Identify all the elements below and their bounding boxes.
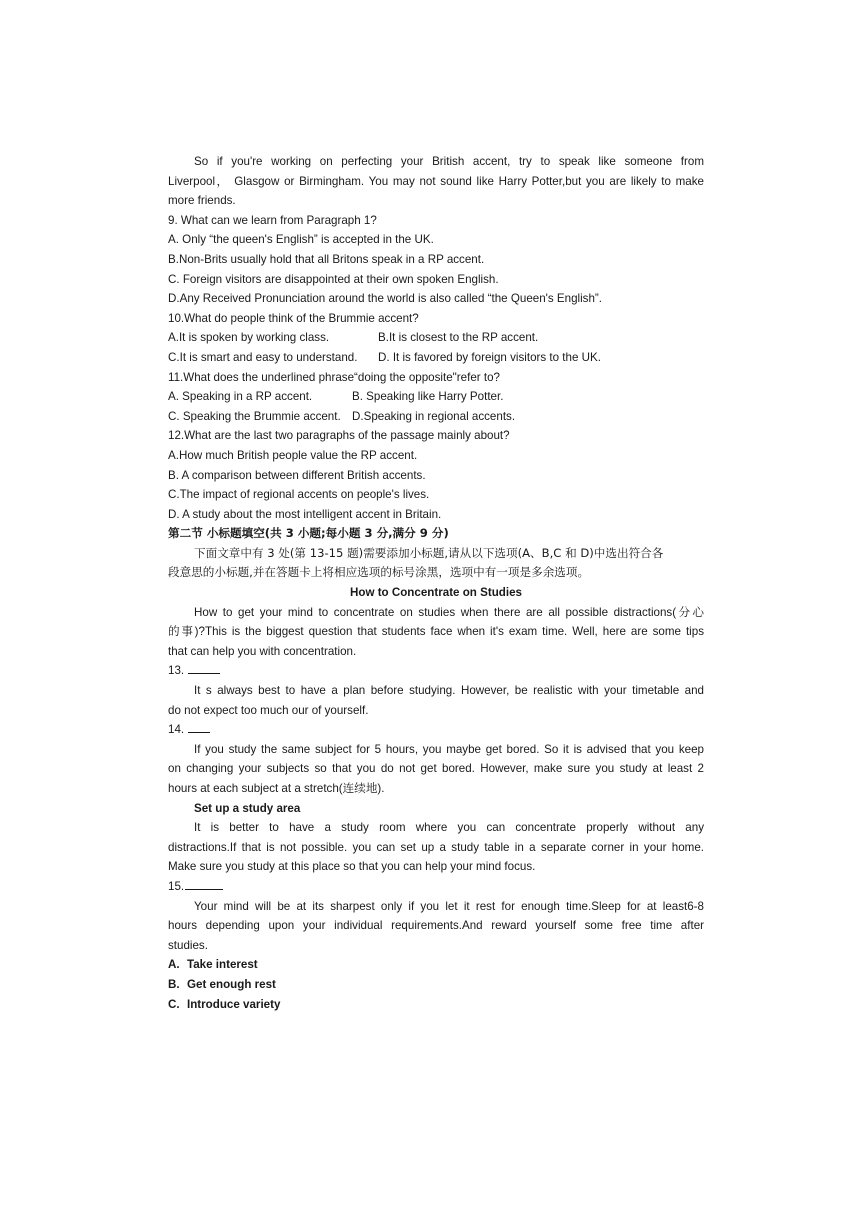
heading-option-c — [168, 995, 704, 1015]
article-p1-line-2: 的事)?This is the biggest question that students face when it's exam time. Well, here are some tips — [168, 625, 704, 639]
intro-line-3: more friends. — [168, 194, 236, 208]
question-9-option-d: D.Any Received Pronunciation around the world is also called “the Queen's English”. — [168, 292, 602, 306]
question-12-option-d: D. A study about the most intelligent accent in Britain. — [168, 507, 442, 521]
article-p5-line-3: studies. — [168, 938, 208, 952]
section-2-heading: 第二节 小标题填空(共 3 小题;每小题 3 分,满分 9 分) — [168, 526, 449, 541]
question-13-number: 13. — [168, 664, 185, 678]
heading-option-c-label: C. — [168, 997, 180, 1011]
section-2-instruction-line-2: 段意思的小标题,并在答题卡上将相应选项的标号涂黑，选项中有一项是多余选项。 — [168, 565, 590, 580]
article-p3-line-3: hours at each subject at a stretch(连续地). — [168, 782, 385, 795]
article-sub-heading: Set up a study area — [194, 801, 301, 815]
question-10-option-a: A.It is spoken by working class. — [168, 331, 330, 345]
question-12-option-c: C.The impact of regional accents on people's lives. — [168, 488, 430, 502]
question-15-number: 15. — [168, 879, 185, 893]
heading-option-b — [168, 975, 704, 995]
article-p3-line-1: If you study the same subject for 5 hours, you maybe get bored. So it is advised that you keep — [194, 742, 704, 756]
question-12-option-a: A.How much British people value the RP accent. — [168, 448, 418, 462]
question-10-option-b: B.It is closest to the RP accent. — [378, 331, 539, 345]
article-p4-line-2: distractions.If that is not possible. you can set up a study table in a separate corner in your home. — [168, 840, 704, 854]
heading-option-c-text: Introduce variety — [187, 997, 281, 1011]
heading-option-b-label: B. — [168, 977, 180, 991]
question-10-option-d: D. It is favored by foreign visitors to the UK. — [378, 350, 601, 364]
exam-page — [168, 152, 704, 1014]
question-12-option-b: B. A comparison between different British accents. — [168, 468, 426, 482]
article-title: How to Concentrate on Studies — [350, 586, 522, 600]
question-13-line — [168, 661, 704, 681]
question-14-number: 14. — [168, 723, 185, 737]
question-11-option-a: A. Speaking in a RP accent. — [168, 390, 313, 404]
question-12-stem: 12.What are the last two paragraphs of the passage mainly about? — [168, 429, 510, 443]
question-11-option-c: C. Speaking the Brummie accent. — [168, 409, 341, 423]
article-p3-line-2: on changing your subjects so that you do not get bored. However, make sure you study at least 2 — [168, 762, 704, 776]
question-10-row-2 — [168, 348, 704, 368]
question-14-blank — [188, 720, 210, 733]
article-p5-line-2: hours depending upon your individual requirements.And reward yourself some free time after — [168, 919, 704, 933]
article-p4-line-3: Make sure you study at this place so that you can help your mind focus. — [168, 860, 536, 874]
heading-option-a — [168, 955, 704, 975]
question-9-option-c: C. Foreign visitors are disappointed at their own spoken English. — [168, 272, 499, 286]
question-9-option-b: B.Non-Brits usually hold that all Britons speak in a RP accent. — [168, 252, 485, 266]
heading-option-b-text: Get enough rest — [187, 977, 276, 991]
question-15-blank — [185, 877, 223, 890]
question-10-option-c: C.It is smart and easy to understand. — [168, 350, 358, 364]
article-p1-line-1: How to get your mind to concentrate on studies when there are all possible distractions(分心 — [194, 605, 704, 619]
question-13-blank — [188, 661, 220, 674]
intro-line-1: So if you're working on perfecting your British accent, try to speak like someone from — [194, 155, 704, 168]
question-10-row-1 — [168, 328, 704, 348]
question-11-stem: 11.What does the underlined phrase“doing the opposite"refer to? — [168, 370, 500, 384]
question-11-option-d: D.Speaking in regional accents. — [352, 409, 516, 423]
section-2-instruction-line-1: 下面文章中有 3 处(第 13-15 题)需要添加小标题,请从以下选项(A、B,C 和 D)中选出符合各 — [194, 545, 664, 560]
question-9-option-a: A. Only “the queen's English” is accepted in the UK. — [168, 233, 434, 247]
question-9-stem: 9. What can we learn from Paragraph 1? — [168, 213, 377, 227]
heading-option-a-label: A. — [168, 958, 180, 972]
article-p4-line-1: It is better to have a study room where you can concentrate properly without any — [194, 821, 704, 835]
article-p1-line-3: that can help you with concentration. — [168, 644, 357, 658]
heading-option-a-text: Take interest — [187, 958, 258, 972]
article-p5-line-1: Your mind will be at its sharpest only if you let it rest for enough time.Sleep for at least6-8 — [194, 899, 704, 913]
question-14-line — [168, 720, 704, 740]
article-p2-line-2: do not expect too much our of yourself. — [168, 703, 369, 717]
question-11-option-b: B. Speaking like Harry Potter. — [352, 390, 504, 404]
question-11-row-2 — [168, 407, 704, 427]
intro-line-2: Liverpool， Glasgow or Birmingham. You may not sound like Harry Potter,but you are likely to make — [168, 174, 704, 188]
question-15-line — [168, 877, 704, 897]
article-p2-line-1: It s always best to have a plan before studying. However, be realistic with your timetable and — [194, 684, 704, 698]
question-11-row-1 — [168, 387, 704, 407]
question-10-stem: 10.What do people think of the Brummie accent? — [168, 311, 419, 325]
